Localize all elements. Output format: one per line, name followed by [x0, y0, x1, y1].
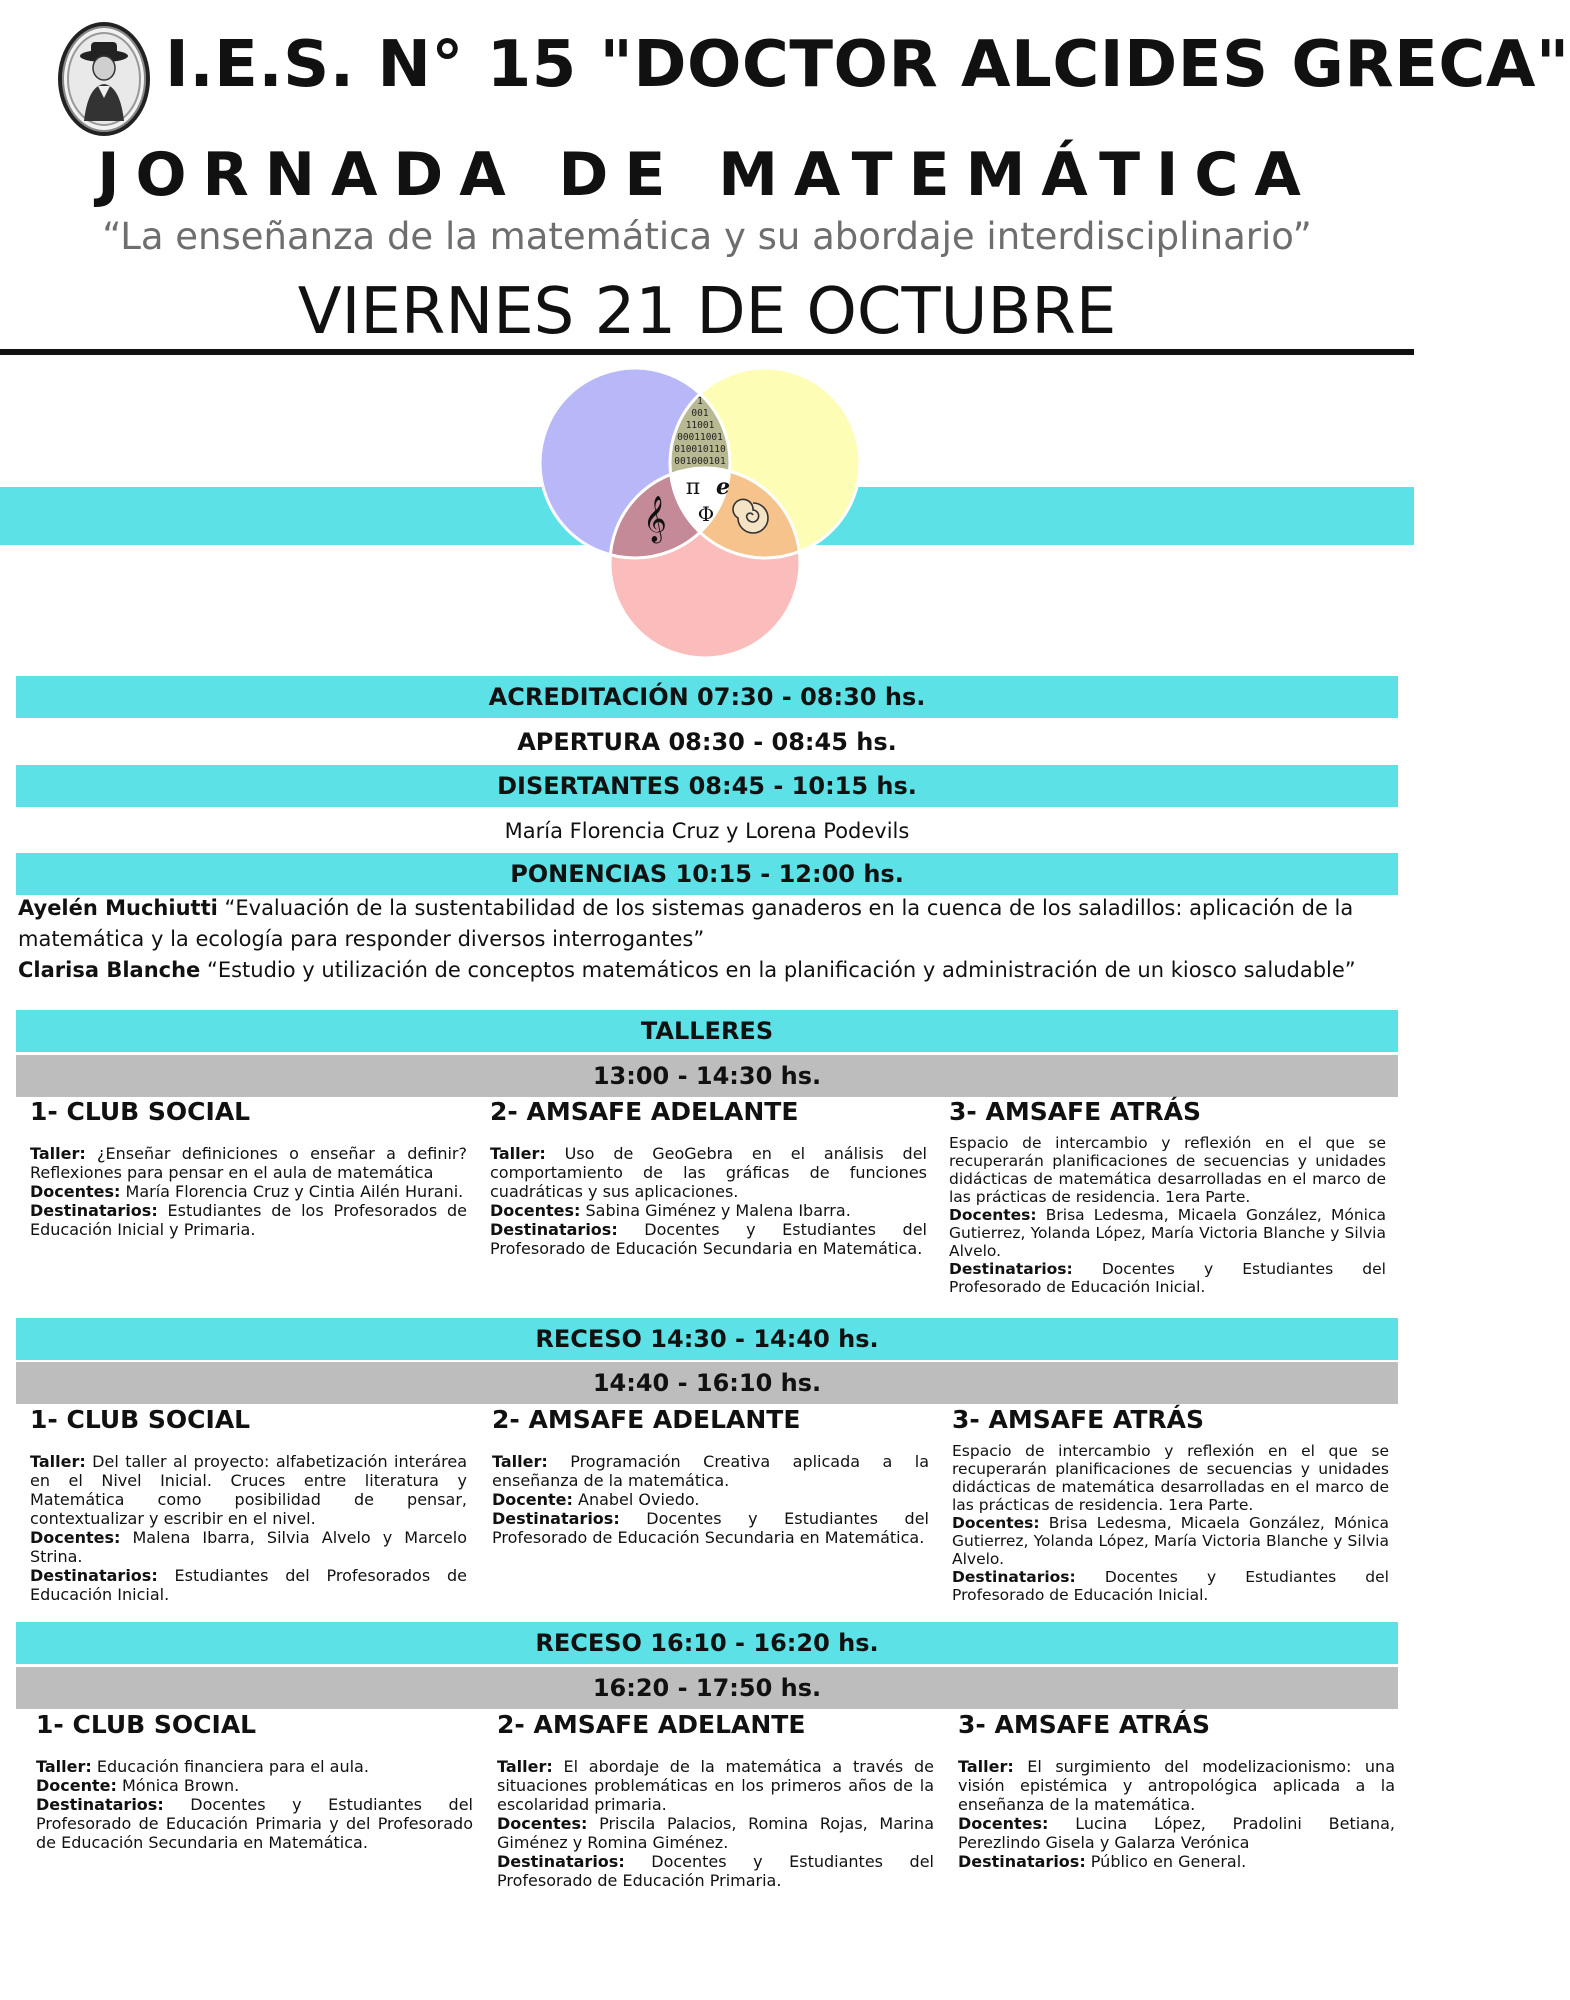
workshop-docentes: Sabina Giménez y Malena Ibarra. [580, 1201, 851, 1220]
label-docentes: Docentes: [30, 1528, 121, 1547]
workshop-destinatarios: Docentes y Estudiantes del Profesorado de Educación Inicial. [952, 1568, 1389, 1604]
institution-name: I.E.S. N° 15 "DOCTOR ALCIDES GRECA" [165, 28, 1570, 102]
workshop-taller: El abordaje de la matemática a través de situaciones problemáticas en los primeros años de la escolaridad primaria. [497, 1757, 934, 1814]
pi-symbol: π [685, 475, 701, 500]
ponencia-item [18, 955, 1398, 986]
label-taller: Taller: [958, 1757, 1014, 1776]
workshop-destinatarios: Estudiantes del Profesorados de Educación Inicial. [30, 1566, 467, 1604]
phi-symbol: Φ [697, 502, 715, 526]
binary-line: 001 [691, 408, 709, 419]
binary-line: 001000101 [674, 456, 726, 467]
workshop-docentes: Lucina López, Pradolini Betiana, Perezlindo Gisela y Galarza Verónica [958, 1814, 1395, 1852]
binary-line: 11001 [685, 420, 715, 431]
label-destinatarios: Destinatarios: [36, 1795, 164, 1814]
label-destinatarios: Destinatarios: [949, 1260, 1073, 1278]
workshop-docente: Anabel Oviedo. [572, 1490, 700, 1509]
label-destinatarios: Destinatarios: [30, 1201, 158, 1220]
receso-1-bar: RECESO 14:30 - 14:40 hs. [16, 1318, 1398, 1360]
workshop-title: 3- AMSAFE ATRÁS [952, 1405, 1204, 1434]
workshop-s1-amsafe-atras [949, 1097, 1386, 1296]
slot-2-bar: 14:40 - 16:10 hs. [16, 1362, 1398, 1404]
label-docentes: Docentes: [952, 1514, 1040, 1532]
workshop-intro: Espacio de intercambio y reflexión en el que se recuperarán planificaciones de secuencias y unidades didácticas de matemática desarrolladas en el marco de las prácticas de residencia. 1era Parte. [949, 1134, 1386, 1206]
label-destinatarios: Destinatarios: [492, 1509, 620, 1528]
workshop-intro: Espacio de intercambio y reflexión en el que se recuperarán planificaciones de secuencias y unidades didácticas de matemática desarrolladas en el marco de las prácticas de residencia. 1era Parte. [952, 1442, 1389, 1514]
workshop-taller: Del taller al proyecto: alfabetización interárea en el Nivel Inicial. Cruces entre literatura y Matemática como posibilidad de pensar, contextualizar y escribir en el nivel. [30, 1452, 467, 1528]
workshop-destinatarios: Docentes y Estudiantes del Profesorado de Educación Primaria y del Profesorado de Educación Secundaria en Matemática. [36, 1795, 473, 1852]
workshop-title: 1- CLUB SOCIAL [30, 1405, 251, 1434]
ponencias-bar: PONENCIAS 10:15 - 12:00 hs. [16, 853, 1398, 895]
label-docente: Docente: [36, 1776, 117, 1795]
workshop-s1-amsafe-adelante [490, 1097, 927, 1258]
workshop-s3-amsafe-adelante [497, 1710, 934, 1890]
disertantes-names: María Florencia Cruz y Lorena Podevils [504, 819, 910, 843]
label-taller: Taller: [490, 1144, 546, 1163]
workshop-s3-amsafe-atras [958, 1710, 1395, 1871]
workshop-docentes: Malena Ibarra, Silvia Alvelo y Marcelo Strina. [30, 1528, 467, 1566]
workshop-s1-club-social [30, 1097, 467, 1239]
workshop-docentes: Brisa Ledesma, Micaela González, Mónica Gutierrez, Yolanda López, María Victoria Blanche y Silvia Alvelo. [952, 1514, 1389, 1568]
slot-1-bar: 13:00 - 14:30 hs. [16, 1055, 1398, 1097]
label-destinatarios: Destinatarios: [30, 1566, 158, 1585]
workshop-taller: El surgimiento del modelizacionismo: una visión epistémica y antropológica aplicada a la enseñanza de la matemática. [958, 1757, 1395, 1814]
label-docentes: Docentes: [958, 1814, 1049, 1833]
apertura-bar: APERTURA 08:30 - 08:45 hs. [517, 728, 897, 756]
workshop-title: 1- CLUB SOCIAL [30, 1097, 251, 1126]
label-docentes: Docentes: [497, 1814, 588, 1833]
label-destinatarios: Destinatarios: [497, 1852, 625, 1871]
workshop-taller: Educación financiera para el aula. [91, 1757, 369, 1776]
label-docente: Docente: [492, 1490, 573, 1509]
workshop-taller: Uso de GeoGebra en el análisis del comportamiento de las gráficas de funciones cuadráticas y sus aplicaciones. [490, 1144, 927, 1201]
label-docentes: Docentes: [30, 1182, 121, 1201]
workshop-taller: ¿Enseñar definiciones o enseñar a definir? Reflexiones para pensar en el aula de matemática [30, 1144, 467, 1182]
workshop-docentes: Brisa Ledesma, Micaela González, Mónica Gutierrez, Yolanda López, María Victoria Blanche y Silvia Alvelo. [949, 1206, 1386, 1260]
label-taller: Taller: [30, 1144, 86, 1163]
label-destinatarios: Destinatarios: [490, 1220, 618, 1239]
workshop-docente: Mónica Brown. [116, 1776, 240, 1795]
workshop-s2-amsafe-atras [952, 1405, 1389, 1604]
label-destinatarios: Destinatarios: [952, 1568, 1076, 1586]
disertantes-bar: DISERTANTES 08:45 - 10:15 hs. [16, 765, 1398, 807]
label-docentes: Docentes: [490, 1201, 581, 1220]
ponencia-title: “Evaluación de la sustentabilidad de los sistemas ganaderos en la cuenca de los saladillos: aplicación de la matemática y la ecología para responder diversos interrogantes” [18, 896, 1354, 951]
workshop-title: 2- AMSAFE ADELANTE [492, 1405, 801, 1434]
venn-diagram [540, 368, 860, 658]
workshop-title: 2- AMSAFE ADELANTE [497, 1710, 806, 1739]
treble-clef-icon: 𝄞 [643, 496, 667, 542]
event-title: JORNADA DE MATEMÁTICA [97, 140, 1317, 210]
event-date: VIERNES 21 DE OCTUBRE [297, 275, 1117, 349]
workshop-destinatarios: Docentes y Estudiantes del Profesorado de Educación Primaria. [497, 1852, 934, 1890]
event-subtitle: “La enseñanza de la matemática y su abordaje interdisciplinario” [102, 215, 1312, 258]
acreditacion-bar: ACREDITACIÓN 07:30 - 08:30 hs. [16, 676, 1398, 718]
workshop-destinatarios: Público en General. [1085, 1852, 1247, 1871]
binary-line: 00011001 [677, 432, 723, 443]
workshop-destinatarios: Docentes y Estudiantes del Profesorado de Educación Secundaria en Matemática. [490, 1220, 927, 1258]
label-taller: Taller: [497, 1757, 553, 1776]
workshop-s2-club-social [30, 1405, 467, 1604]
workshop-docentes: Priscila Palacios, Romina Rojas, Marina Giménez y Romina Giménez. [497, 1814, 934, 1852]
workshop-title: 1- CLUB SOCIAL [36, 1710, 257, 1739]
workshop-title: 3- AMSAFE ATRÁS [949, 1097, 1201, 1126]
binary-line: 1 [697, 396, 703, 407]
workshop-s3-club-social [36, 1710, 473, 1852]
label-docentes: Docentes: [949, 1206, 1037, 1224]
ponencia-author: Clarisa Blanche [18, 958, 201, 982]
ponencia-author: Ayelén Muchiutti [18, 896, 218, 920]
label-taller: Taller: [36, 1757, 92, 1776]
ponencias-list [18, 893, 1398, 986]
talleres-bar: TALLERES [16, 1010, 1398, 1052]
workshop-title: 2- AMSAFE ADELANTE [490, 1097, 799, 1126]
portrait-icon [62, 26, 146, 132]
institution-logo [58, 22, 150, 136]
workshop-destinatarios: Docentes y Estudiantes del Profesorado de Educación Secundaria en Matemática. [492, 1509, 929, 1547]
workshop-destinatarios: Estudiantes de los Profesorados de Educación Inicial y Primaria. [30, 1201, 467, 1239]
header-divider [0, 349, 1414, 355]
e-symbol: e [716, 474, 730, 500]
label-taller: Taller: [30, 1452, 86, 1471]
receso-2-bar: RECESO 16:10 - 16:20 hs. [16, 1622, 1398, 1664]
binary-line: 010010110 [674, 444, 726, 455]
workshop-title: 3- AMSAFE ATRÁS [958, 1710, 1210, 1739]
workshop-taller: Programación Creativa aplicada a la enseñanza de la matemática. [492, 1452, 929, 1490]
workshop-s2-amsafe-adelante [492, 1405, 929, 1547]
label-destinatarios: Destinatarios: [958, 1852, 1086, 1871]
label-taller: Taller: [492, 1452, 548, 1471]
workshop-destinatarios: Docentes y Estudiantes del Profesorado de Educación Inicial. [949, 1260, 1386, 1296]
workshop-docentes: María Florencia Cruz y Cintia Ailén Hurani. [120, 1182, 464, 1201]
slot-3-bar: 16:20 - 17:50 hs. [16, 1667, 1398, 1709]
ponencia-title: “Estudio y utilización de conceptos matemáticos en la planificación y administración de un kiosco saludable” [200, 958, 1356, 982]
ponencia-item [18, 893, 1398, 955]
